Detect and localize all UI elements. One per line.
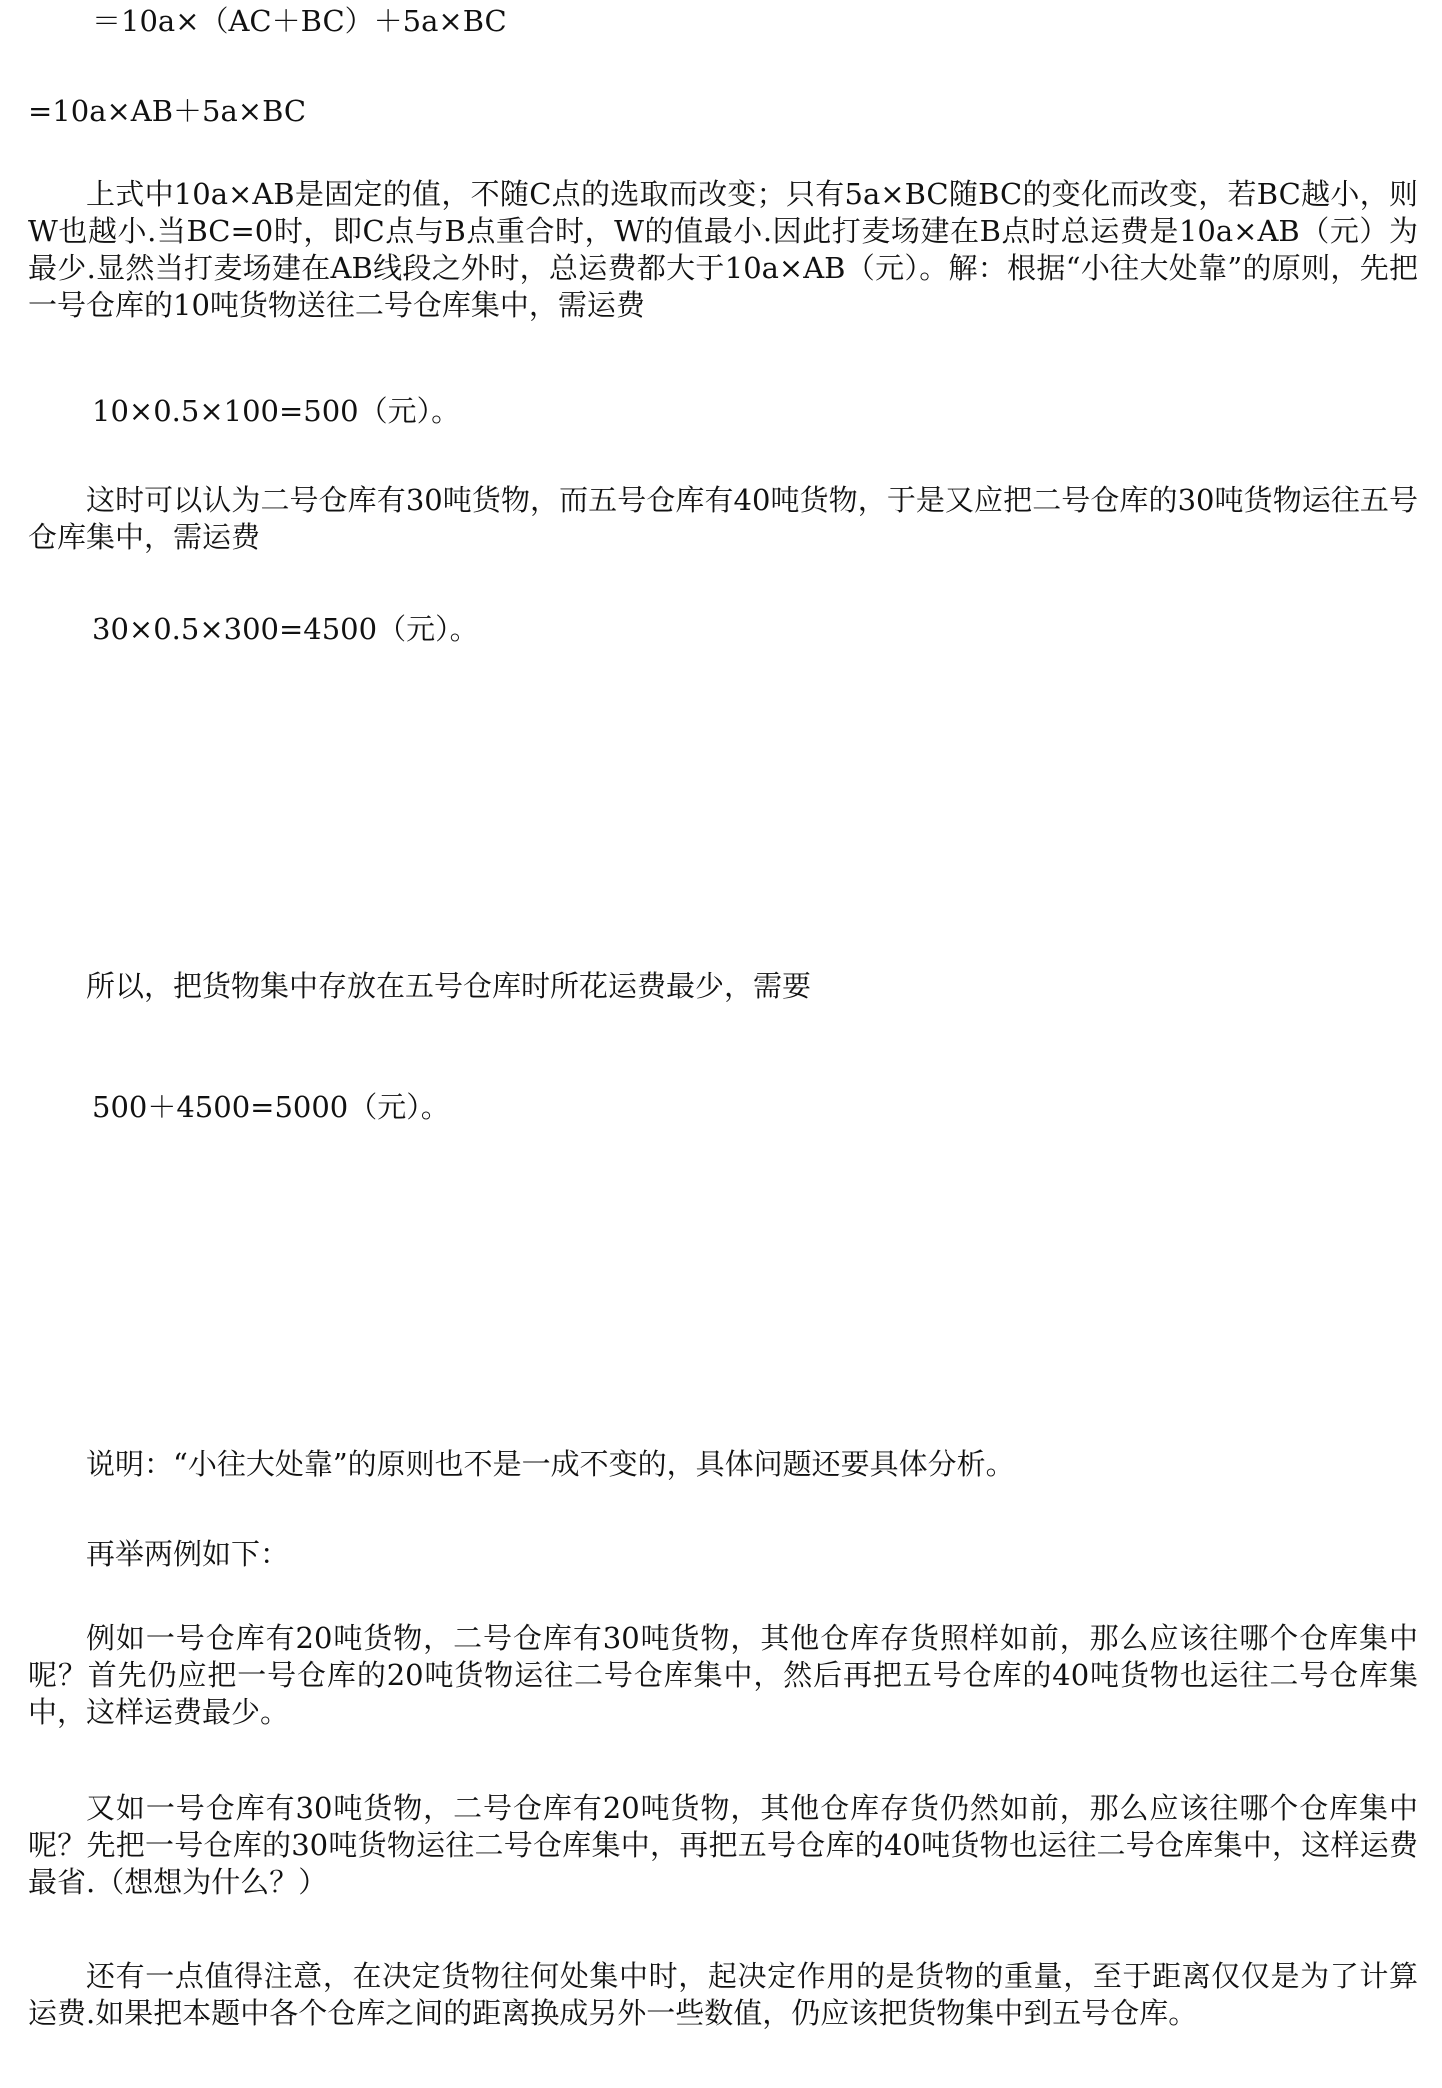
paragraph-example-2: 又如一号仓库有30吨货物，二号仓库有20吨货物，其他仓库存货仍然如前，那么应该往哪个仓库集中呢？先把一号仓库的30吨货物运往二号仓库集中，再把五号仓库的40吨货物也运往二号仓库集中，这样运费最省.（想想为什么？） — [28, 1791, 1418, 1899]
equation-line-2: =10a×AB＋5a×BC — [28, 94, 307, 128]
equation-line-3: 10×0.5×100=500（元）。 — [92, 394, 461, 428]
equation-line-5: 500＋4500=5000（元）。 — [92, 1090, 450, 1124]
paragraph-note: 说明：“小往大处靠”的原则也不是一成不变的，具体问题还要具体分析。 — [86, 1447, 1015, 1481]
paragraph-final-note: 还有一点值得注意，在决定货物往何处集中时，起决定作用的是货物的重量，至于距离仅仅是为了计算运费.如果把本题中各个仓库之间的距离换成另外一些数值，仍应该把货物集中到五号仓库。 — [28, 1959, 1418, 2030]
paragraph-warehouse-transfer: 这时可以认为二号仓库有30吨货物，而五号仓库有40吨货物，于是又应把二号仓库的30吨货物运往五号仓库集中，需运费 — [28, 483, 1418, 554]
paragraph-example-1: 例如一号仓库有20吨货物，二号仓库有30吨货物，其他仓库存货照样如前，那么应该往哪个仓库集中呢？首先仍应把一号仓库的20吨货物运往二号仓库集中，然后再把五号仓库的40吨货物也运往二号仓库集中，这样运费最少。 — [28, 1621, 1418, 1729]
equation-line-4: 30×0.5×300=4500（元）。 — [92, 612, 479, 646]
paragraph-conclusion: 所以，把货物集中存放在五号仓库时所花运费最少，需要 — [86, 969, 812, 1003]
equation-line-1: ＝10a×（AC＋BC）＋5a×BC — [92, 4, 507, 38]
paragraph-two-examples: 再举两例如下： — [86, 1537, 290, 1571]
paragraph-fixed-value: 上式中10a×AB是固定的值，不随C点的选取而改变；只有5a×BC随BC的变化而改变，若BC越小，则W也越小.当BC=0时，即C点与B点重合时，W的值最小.因此打麦场建在B点时总运费是10a×AB（元）为最少.显然当打麦场建在AB线段之外时，总运费都大于10a×AB（元）。解：根据“小往大处靠”的原则，先把一号仓库的10吨货物送往二号仓库集中，需运费 — [28, 177, 1418, 322]
